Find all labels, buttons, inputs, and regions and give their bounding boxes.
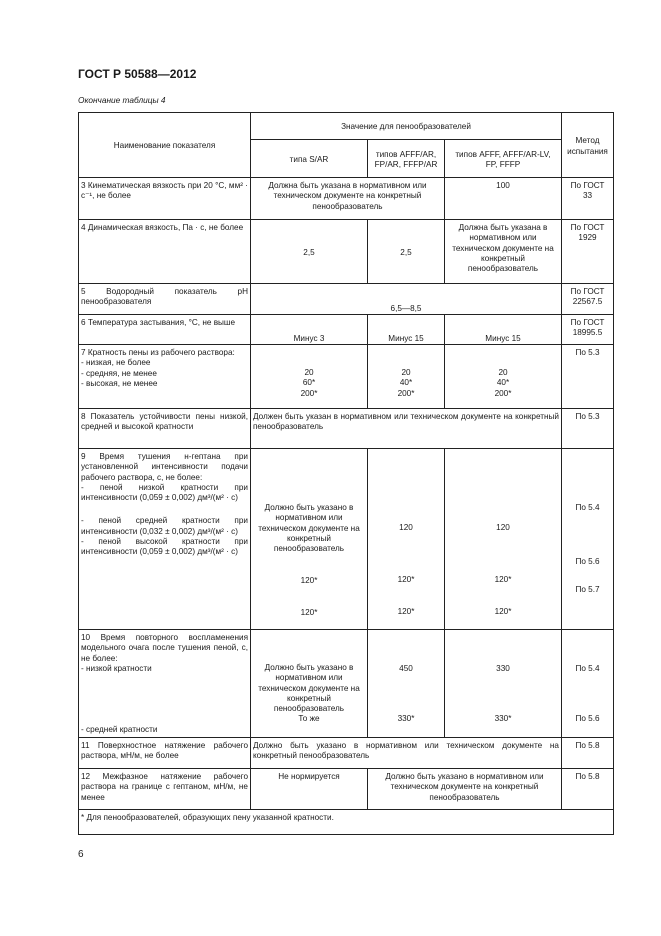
row9-v3-mid: 120* (494, 575, 512, 585)
row9-v1-mid: 120* (300, 576, 318, 586)
row3-method-line-2: 33 (582, 191, 593, 201)
row11-method: По 5.8 (562, 738, 614, 769)
row9-name (79, 449, 251, 630)
table-row (79, 315, 614, 345)
row3-value-3: 100 (445, 178, 562, 220)
head-col-afff-ar-line-1: типов AFFF/AR, (375, 149, 437, 159)
row7-v2-mid: 40* (399, 378, 413, 388)
row7-v1-mid: 60* (302, 378, 316, 388)
page-number: 6 (78, 849, 84, 860)
row9-method-mid: По 5.6 (575, 557, 600, 567)
table-row (79, 178, 614, 220)
head-col-afff (445, 140, 562, 178)
head-method-line-2: испытания (567, 146, 608, 156)
table-row (79, 220, 614, 284)
document-title: ГОСТ Р 50588—2012 (78, 67, 197, 81)
row11-value: Должно быть указано в нормативном или техническом документе на конкретный пенообразователь (251, 738, 562, 769)
row6-method-line-2: 18995.5 (572, 328, 603, 338)
row10-method (562, 630, 614, 738)
row6-method (562, 315, 614, 345)
row8-method: По 5.3 (562, 409, 614, 449)
head-method-line-1: Метод (575, 136, 600, 146)
row7-v2-high: 200* (397, 388, 415, 398)
table-footnote-row (79, 810, 614, 835)
table-caption: Окончание таблицы 4 (78, 95, 166, 105)
row5-method (562, 284, 614, 315)
row7-v2-low: 20 (401, 368, 411, 377)
row10-intro: 10 Время повторного воспламенения модельного очага после тушения пеной, с, не более: (81, 633, 248, 663)
row8-value: Должен быть указан в нормативном или техническом документе на конкретный пенообразователь (251, 409, 562, 449)
row9-high: - пеной высокой кратности при интенсивности (0,059 ± 0,002) дм³/(м² · с) (81, 537, 248, 557)
row6-value-2: Минус 15 (368, 315, 445, 345)
row9-method-low: По 5.4 (575, 503, 600, 512)
row7-value-1 (251, 345, 368, 409)
row10-v2-mid: 330* (397, 714, 415, 724)
head-name-column: Наименование показателя (79, 113, 251, 178)
row4-value-3: Должна быть указана в нормативном или техническом документе на конкретный пенообразователь (445, 220, 562, 284)
row3-method-line-1: По ГОСТ (570, 181, 605, 190)
row6-value-1: Минус 3 (251, 315, 368, 345)
row8-name: 8 Показатель устойчивости пены низкой, средней и высокой кратности (79, 409, 251, 449)
table-row (79, 449, 614, 630)
row10-method-low: По 5.4 (575, 664, 600, 673)
row12-value-23: Должно быть указано в нормативном или техническом документе на конкретный пенообразователь (368, 769, 562, 810)
row10-method-mid: По 5.6 (575, 714, 600, 724)
row3-name: 3 Кинематическая вязкость при 20 °С, мм² · с⁻¹, не более (79, 178, 251, 220)
row7-value-2 (368, 345, 445, 409)
head-col-afff-line-2: FP, FFFP (485, 160, 521, 169)
row4-method (562, 220, 614, 284)
row9-intro: 9 Время тушения н-гептана при установленной интенсивности подачи рабочего раствора, с, не более: (81, 452, 248, 482)
row9-v1-high: 120* (300, 607, 318, 617)
row4-value-1: 2,5 (251, 220, 368, 284)
table-row (79, 738, 614, 769)
table-row (79, 284, 614, 315)
row10-v1-text: Должно быть указано в нормативном или техническом документе на конкретный пенообразователь (258, 663, 360, 714)
row10-value-2 (368, 630, 445, 738)
row11-name: 11 Поверхностное натяжение рабочего раствора, мН/м, не более (79, 738, 251, 769)
row10-v3-mid: 330* (494, 714, 512, 724)
row10-v1-mid: То же (298, 714, 320, 724)
row7-low: - низкая, не более (81, 358, 151, 368)
head-col-afff-line-1: типов AFFF, AFFF/AR-LV, (455, 149, 551, 159)
head-col-sar: типа S/AR (251, 140, 368, 178)
row9-v2-high: 120* (397, 606, 415, 616)
row10-v2-low: 450 (399, 664, 413, 673)
head-values-group: Значение для пенообразователей (251, 113, 562, 140)
table-footnote: * Для пенообразователей, образующих пену указанной кратности. (79, 810, 614, 835)
row7-value-3 (445, 345, 562, 409)
row6-method-line-1: По ГОСТ (570, 318, 605, 327)
properties-table (78, 112, 614, 835)
row5-method-line-1: По ГОСТ (570, 287, 605, 296)
row7-v1-low: 20 (304, 368, 314, 377)
row4-method-line-2: 1929 (578, 233, 597, 243)
row7-method: По 5.3 (562, 345, 614, 409)
row9-method (562, 449, 614, 630)
row3-value-12: Должна быть указана в нормативном или техническом документе на конкретный пенообразователь (251, 178, 445, 220)
row7-intro: 7 Кратность пены из рабочего раствора: (81, 348, 235, 357)
row6-value-3: Минус 15 (445, 315, 562, 345)
row9-v3-high: 120* (494, 606, 512, 616)
head-col-afff-ar-line-2: FP/AR, FFFP/AR (374, 160, 438, 169)
row7-v3-high: 200* (494, 388, 512, 398)
head-method-column (562, 113, 614, 178)
row7-v1-high: 200* (300, 388, 318, 398)
row7-v3-low: 20 (498, 368, 508, 377)
row7-v3-mid: 40* (496, 378, 510, 388)
row10-low: - низкой кратности (81, 663, 152, 673)
row9-v1-text: Должно быть указано в нормативном или техническом документе на конкретный пенообразователь (258, 503, 360, 554)
table-row (79, 345, 614, 409)
row10-v3-low: 330 (496, 664, 510, 673)
row9-low: - пеной низкой кратности при интенсивности (0,059 ± 0,002) дм³/(м² · с) (81, 482, 248, 503)
row10-name (79, 630, 251, 738)
table-row (79, 769, 614, 810)
row9-v2-low: 120 (399, 523, 413, 532)
row7-name (79, 345, 251, 409)
row12-name: 12 Межфазное натяжение рабочего раствора на границе с гептаном, мН/м, не менее (79, 769, 251, 810)
row10-mid: - средней кратности (81, 725, 158, 735)
row4-name: 4 Динамическая вязкость, Па · с, не более (79, 220, 251, 284)
row9-value-3 (445, 449, 562, 630)
row7-high: - высокая, не менее (81, 378, 158, 388)
head-col-afff-ar (368, 140, 445, 178)
row7-mid: - средняя, не менее (81, 368, 157, 378)
row9-v3-low: 120 (496, 523, 510, 532)
row9-method-high: По 5.7 (575, 584, 600, 594)
row9-value-1 (251, 449, 368, 630)
row9-value-2 (368, 449, 445, 630)
row4-method-line-1: По ГОСТ (570, 223, 605, 232)
row10-value-1 (251, 630, 368, 738)
row9-mid: - пеной средней кратности при интенсивности (0,032 ± 0,002) дм³/(м² · с) (81, 516, 248, 536)
row3-method (562, 178, 614, 220)
row5-value: 6,5—8,5 (251, 284, 562, 315)
table-row (79, 630, 614, 738)
row9-v2-mid: 120* (397, 575, 415, 585)
row6-name: 6 Температура застывания, °С, не выше (79, 315, 251, 345)
table-row (79, 409, 614, 449)
row4-value-2: 2,5 (368, 220, 445, 284)
row10-value-3 (445, 630, 562, 738)
row12-method: По 5.8 (562, 769, 614, 810)
row5-name: 5 Водородный показатель рН пенообразователя (79, 284, 251, 315)
row12-value-1: Не нормируется (251, 769, 368, 810)
row5-method-line-2: 22567.5 (572, 297, 603, 307)
